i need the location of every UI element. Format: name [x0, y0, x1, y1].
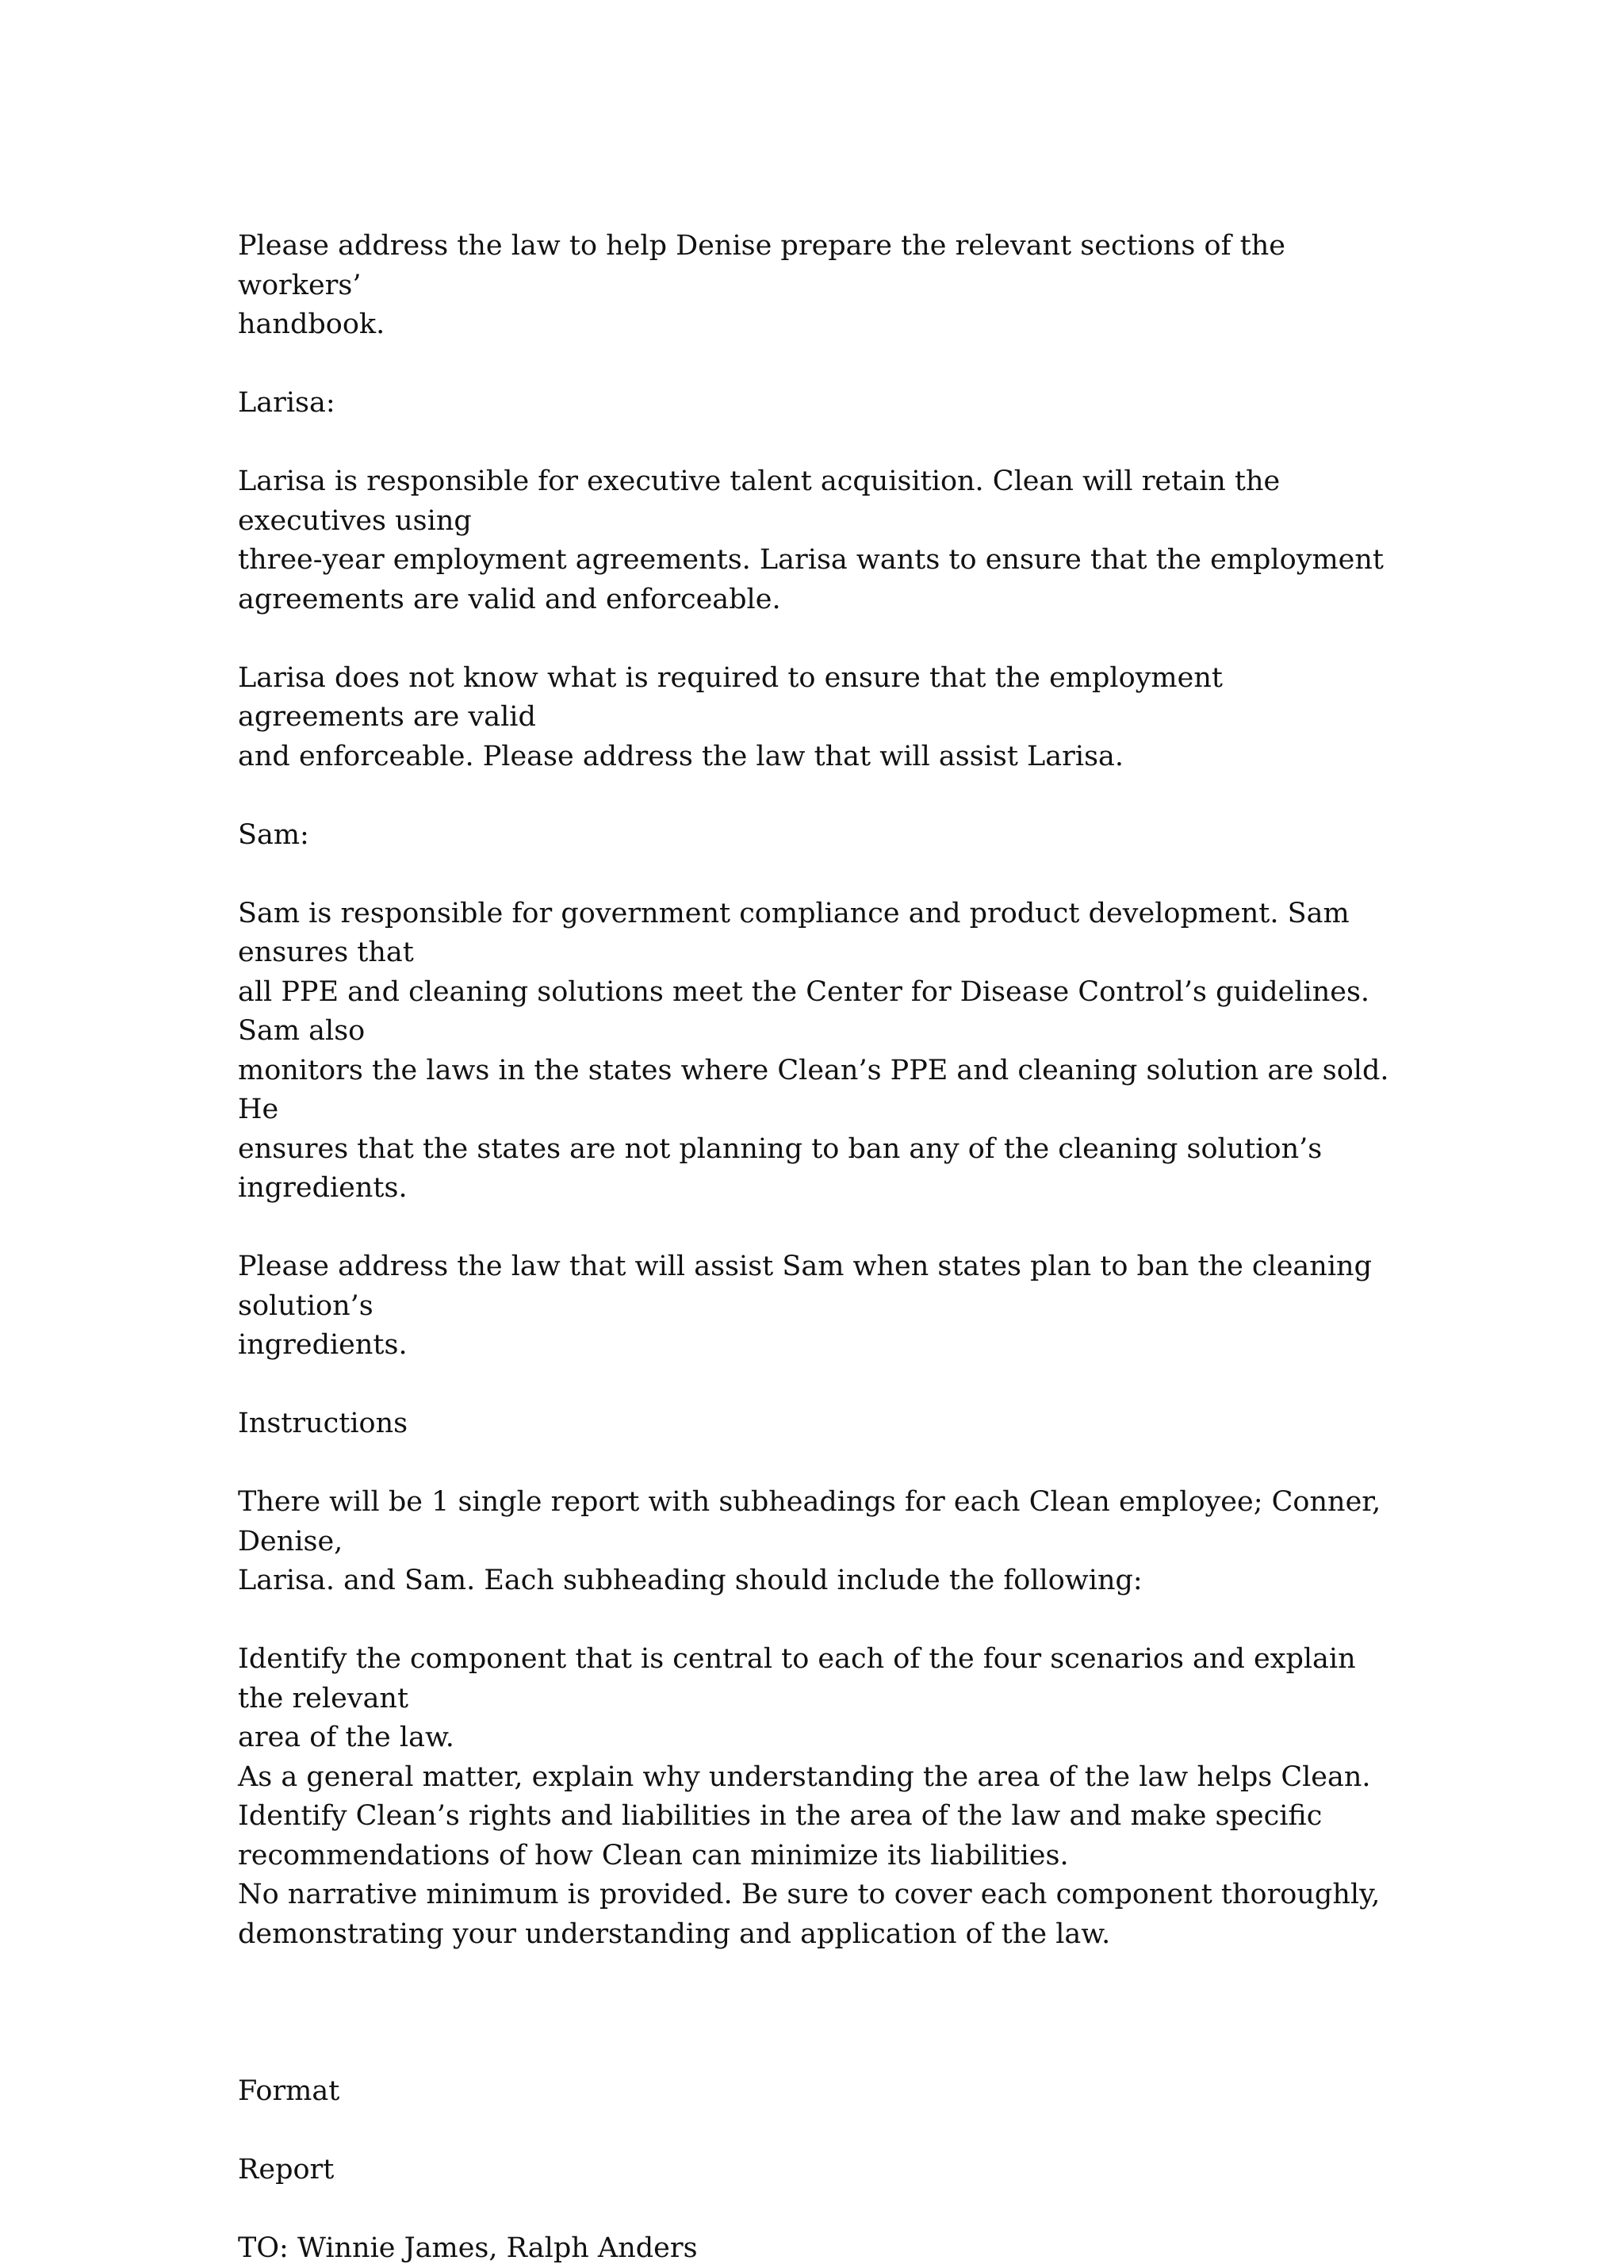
list-item: Identify the component that is central to each of the four scenarios and explain the relevant — [238, 1640, 1396, 1718]
sam-paragraph-1 — [238, 895, 1396, 1209]
list-item: recommendations of how Clean can minimize its liabilities. — [238, 1837, 1396, 1876]
list-item: No narrative minimum is provided. Be sure to cover each component thoroughly, — [238, 1875, 1396, 1915]
instructions-heading: Instructions — [238, 1404, 1396, 1444]
list-item: Identify Clean’s rights and liabilities in the area of the law and make specific — [238, 1797, 1396, 1837]
text-line: and enforceable. Please address the law that will assist Larisa. — [238, 737, 1396, 777]
instructions-paragraph — [238, 1483, 1396, 1601]
text-line: Please address the law that will assist Sam when states plan to ban the cleaning solution’s — [238, 1247, 1396, 1326]
list-item: demonstrating your understanding and application of the law. — [238, 1915, 1396, 1955]
list-item: As a general matter, explain why understanding the area of the law helps Clean. — [238, 1758, 1396, 1798]
sam-heading: Sam: — [238, 816, 1396, 856]
text-line: Sam is responsible for government compliance and product development. Sam ensures that — [238, 895, 1396, 973]
larisa-heading: Larisa: — [238, 384, 1396, 423]
document-body — [238, 227, 1396, 2268]
instructions-list — [238, 1640, 1396, 1954]
text-line: monitors the laws in the states where Clean’s PPE and cleaning solution are sold. He — [238, 1052, 1396, 1130]
larisa-paragraph-1 — [238, 462, 1396, 619]
report-label: Report — [238, 2151, 1396, 2190]
spacer — [238, 1954, 1396, 2032]
text-line: three-year employment agreements. Larisa wants to ensure that the employment — [238, 541, 1396, 580]
text-line: handbook. — [238, 305, 1396, 345]
text-line: all PPE and cleaning solutions meet the Center for Disease Control’s guidelines. Sam also — [238, 973, 1396, 1052]
intro-paragraph — [238, 227, 1396, 345]
sam-paragraph-2 — [238, 1247, 1396, 1366]
text-line: Larisa is responsible for executive talent acquisition. Clean will retain the executives using — [238, 462, 1396, 541]
text-line: agreements are valid and enforceable. — [238, 580, 1396, 620]
spacer — [238, 2032, 1396, 2072]
text-line: Please address the law to help Denise prepare the relevant sections of the workers’ — [238, 227, 1396, 305]
text-line: There will be 1 single report with subheadings for each Clean employee; Conner, Denise, — [238, 1483, 1396, 1561]
to-line: TO: Winnie James, Ralph Anders — [238, 2229, 1396, 2268]
text-line: ingredients. — [238, 1326, 1396, 1366]
format-heading: Format — [238, 2072, 1396, 2112]
text-line: Larisa does not know what is required to ensure that the employment agreements are valid — [238, 659, 1396, 737]
text-line: ensures that the states are not planning to ban any of the cleaning solution’s ingredients. — [238, 1130, 1396, 1209]
larisa-paragraph-2 — [238, 659, 1396, 777]
list-item: area of the law. — [238, 1718, 1396, 1758]
text-line: Larisa. and Sam. Each subheading should include the following: — [238, 1561, 1396, 1601]
